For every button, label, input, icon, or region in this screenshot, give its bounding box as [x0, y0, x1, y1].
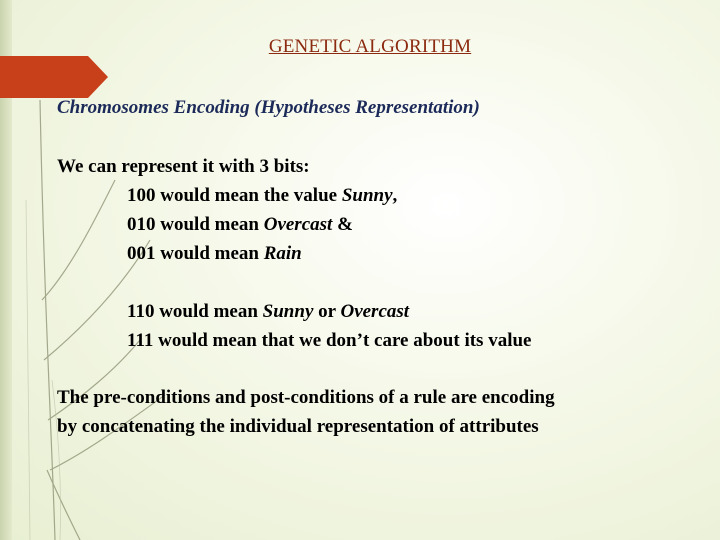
slide-subtitle: Chromosomes Encoding (Hypotheses Representation) — [57, 97, 480, 118]
combo-joiner: or — [313, 301, 341, 322]
title-accent-bar — [0, 56, 112, 98]
conclusion-line-2: by concatenating the individual representation of attributes — [57, 416, 539, 437]
combo-value-2: Overcast — [340, 301, 410, 322]
encoding-value: Rain — [263, 243, 302, 264]
encoding-suffix: & — [332, 214, 353, 235]
slide-title: GENETIC ALGORITHM — [268, 36, 472, 57]
encoding-line-rain — [127, 243, 302, 265]
encoding-value: Sunny — [341, 185, 393, 206]
encoding-suffix: , — [392, 185, 398, 206]
intro-line: We can represent it with 3 bits: — [57, 156, 310, 177]
encoding-code: 001 would mean — [127, 243, 264, 264]
conclusion-line-1: The pre-conditions and post-conditions of a rule are encoding — [57, 387, 555, 408]
combo-prefix: 110 would mean — [127, 301, 263, 322]
encoding-line-dont-care: 111 would mean that we don’t care about its value — [127, 330, 532, 351]
encoding-code: 010 would mean — [127, 214, 264, 235]
encoding-line-combo — [127, 301, 409, 323]
encoding-line-sunny — [127, 185, 397, 207]
encoding-value: Overcast — [263, 214, 333, 235]
encoding-line-overcast — [127, 214, 353, 236]
combo-value-1: Sunny — [262, 301, 314, 322]
encoding-code: 100 would mean the value — [127, 185, 342, 206]
